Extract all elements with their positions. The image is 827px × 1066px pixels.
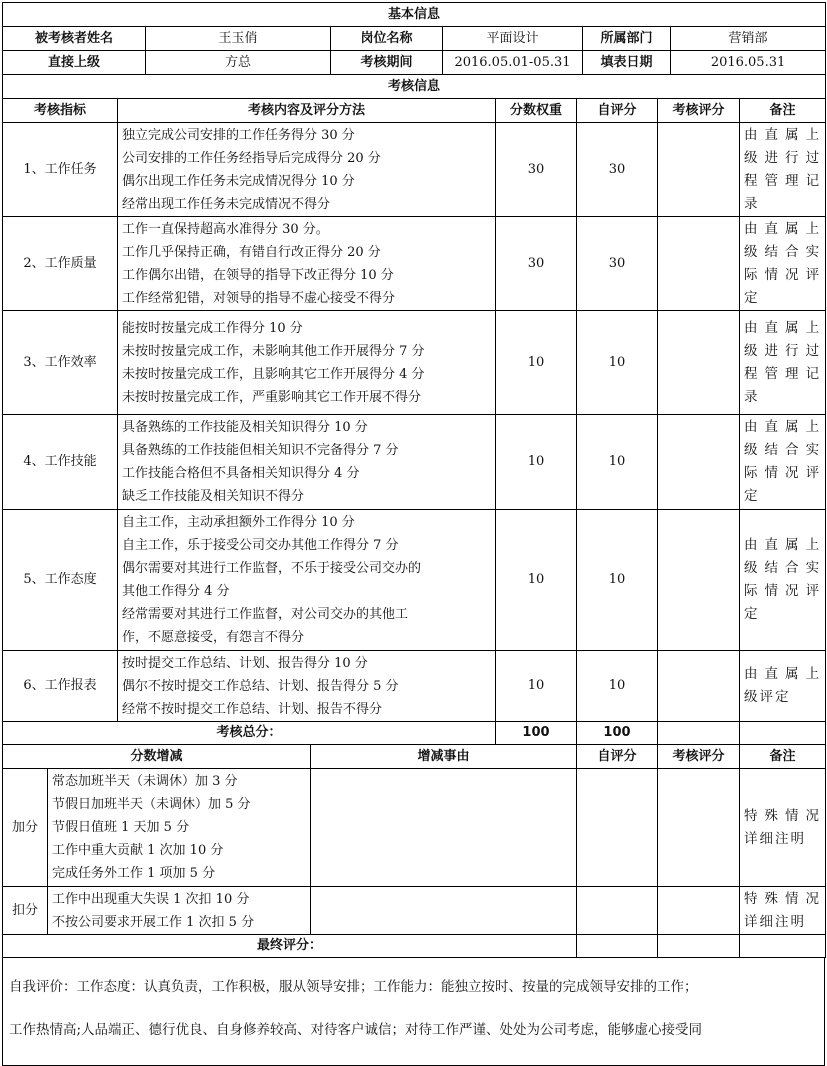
dept-value: 营销部 <box>671 27 826 51</box>
note-cell: 由直属上级结合实际情况评定 <box>740 415 826 510</box>
criteria-line: 经常需要对其进行工作监督，对公司交办的其他工 <box>122 607 409 622</box>
criteria-cell <box>118 311 496 415</box>
assessment-row <box>3 415 826 510</box>
basic-info-title: 基本信息 <box>3 3 826 27</box>
self-eval-line: 自我评价：工作态度：认真负责，工作积极，服从领导安排；工作能力：能独立按时、按量的完成领导安排的工作； <box>9 979 698 995</box>
basic-info-table <box>2 2 826 75</box>
deduct-reason-cell[interactable] <box>311 887 577 935</box>
assessment-title: 考核信息 <box>3 75 826 99</box>
total-label: 考核总分： <box>3 722 496 745</box>
period-value: 2016.05.01-05.31 <box>443 51 583 75</box>
add-item: 工作中重大贡献 1 次加 10 分 <box>52 843 224 858</box>
review-score-cell[interactable] <box>658 510 740 651</box>
deduct-review-score-cell[interactable] <box>658 887 740 935</box>
adjust-header-note: 备注 <box>740 745 826 769</box>
criteria-line: 能按时按量完成工作得分 10 分 <box>122 320 303 336</box>
period-label: 考核期间 <box>331 51 443 75</box>
note-cell: 由直属上级评定 <box>740 651 826 722</box>
criteria-line: 未按时按量完成工作，严重影响其它工作开展不得分 <box>122 389 422 405</box>
assessment-row <box>3 311 826 415</box>
criteria-line: 工作一直保持超高水准得分 30 分。 <box>122 221 329 237</box>
weight-cell: 10 <box>496 311 577 415</box>
criteria-line: 具备熟练的工作技能及相关知识得分 10 分 <box>122 420 368 435</box>
deduct-note: 特殊情况详细注明 <box>740 887 826 935</box>
add-item: 常态加班半天（未调休）加 3 分 <box>52 774 238 789</box>
supervisor-value: 方总 <box>146 51 331 75</box>
criteria-line: 按时提交工作总结、计划、报告得分 10 分 <box>122 655 368 671</box>
total-note <box>740 722 826 745</box>
criteria-line: 公司安排的工作任务经指导后完成得分 20 分 <box>122 150 381 166</box>
assessment-row <box>3 651 826 722</box>
review-score-cell[interactable] <box>658 651 740 722</box>
add-self-score-cell[interactable] <box>577 769 658 887</box>
self-score-cell[interactable]: 30 <box>577 217 658 311</box>
self-score-cell[interactable]: 10 <box>577 415 658 510</box>
add-item: 节假日加班半天（未调休）加 5 分 <box>52 797 251 812</box>
criteria-line: 缺乏工作技能及相关知识不得分 <box>122 489 305 504</box>
add-item: 节假日值班 1 天加 5 分 <box>52 820 190 835</box>
position-value: 平面设计 <box>443 27 583 51</box>
header-review-score: 考核评分 <box>658 99 740 123</box>
note-cell: 由直属上级进行过程管理记录 <box>740 123 826 217</box>
criteria-line: 经常出现工作任务未完成情况不得分 <box>122 196 331 212</box>
adjustment-table <box>2 744 826 958</box>
add-review-score-cell[interactable] <box>658 769 740 887</box>
supervisor-label: 直接上级 <box>3 51 146 75</box>
criteria-line: 独立完成公司安排的工作任务得分 30 分 <box>122 127 355 143</box>
deduct-item: 工作中出现重大失误 1 次扣 10 分 <box>52 891 250 907</box>
self-eval-line: 工作热情高;人品端正、德行优良、自身修养较高、对待客户诚信；对待工作严谨、处处为公司考虑，能够虚心接受同 <box>9 1022 703 1038</box>
deduct-label: 扣分 <box>3 887 48 935</box>
total-self-score: 100 <box>577 722 658 745</box>
self-evaluation <box>2 958 825 1066</box>
final-self-score-cell[interactable] <box>577 935 658 958</box>
criteria-line: 工作技能合格但不具备相关知识得分 4 分 <box>122 466 360 481</box>
criteria-cell <box>118 217 496 311</box>
adjust-header-change: 分数增减 <box>3 745 311 769</box>
add-label: 加分 <box>3 769 48 887</box>
criteria-line: 工作几乎保持正确，有错自行改正得分 20 分 <box>122 244 381 260</box>
self-score-cell[interactable]: 10 <box>577 651 658 722</box>
criteria-line: 自主工作，乐于接受公司交办其他工作得分 7 分 <box>122 538 399 553</box>
add-item: 完成任务外工作 1 项加 5 分 <box>52 866 216 881</box>
indicator-cell: 3、工作效率 <box>3 311 118 415</box>
criteria-line: 经常不按时提交工作总结、计划、报告不得分 <box>122 701 383 717</box>
indicator-cell: 5、工作态度 <box>3 510 118 651</box>
weight-cell: 30 <box>496 217 577 311</box>
final-review-score-cell[interactable] <box>658 935 740 958</box>
self-score-cell[interactable]: 10 <box>577 510 658 651</box>
review-score-cell[interactable] <box>658 217 740 311</box>
note-cell: 由直属上级结合实际情况评定 <box>740 217 826 311</box>
review-score-cell[interactable] <box>658 123 740 217</box>
header-weight: 分数权重 <box>496 99 577 123</box>
add-note: 特殊情况详细注明 <box>740 769 826 887</box>
review-score-cell[interactable] <box>658 311 740 415</box>
criteria-cell <box>118 651 496 722</box>
criteria-line: 工作经常犯错，对领导的指导不虚心接受不得分 <box>122 290 396 306</box>
criteria-cell <box>118 510 496 651</box>
note-cell: 由直属上级结合实际情况评定 <box>740 510 826 651</box>
criteria-line: 偶尔不按时提交工作总结、计划、报告得分 5 分 <box>122 678 399 694</box>
adjust-header-reason: 增减事由 <box>311 745 577 769</box>
indicator-cell: 2、工作质量 <box>3 217 118 311</box>
criteria-line: 工作偶尔出错，在领导的指导下改正得分 10 分 <box>122 267 394 283</box>
final-note-cell <box>740 935 826 958</box>
criteria-line: 自主工作，主动承担额外工作得分 10 分 <box>122 515 355 530</box>
fill-date-value: 2016.05.31 <box>671 51 826 75</box>
weight-cell: 30 <box>496 123 577 217</box>
deduct-self-score-cell[interactable] <box>577 887 658 935</box>
header-criteria: 考核内容及评分方法 <box>118 99 496 123</box>
assessment-row <box>3 510 826 651</box>
criteria-line: 偶尔出现工作任务未完成情况得分 10 分 <box>122 173 355 189</box>
assessment-row <box>3 123 826 217</box>
deduct-item: 不按公司要求开展工作 1 次扣 5 分 <box>52 914 255 930</box>
criteria-line: 未按时按量完成工作，且影响其它工作开展得分 4 分 <box>122 366 425 382</box>
total-review-score <box>658 722 740 745</box>
dept-label: 所属部门 <box>583 27 671 51</box>
self-score-cell[interactable]: 30 <box>577 123 658 217</box>
weight-cell: 10 <box>496 415 577 510</box>
indicator-cell: 1、工作任务 <box>3 123 118 217</box>
position-label: 岗位名称 <box>331 27 443 51</box>
criteria-cell <box>118 415 496 510</box>
indicator-cell: 4、工作技能 <box>3 415 118 510</box>
assessment-form <box>2 2 825 1066</box>
indicator-cell: 6、工作报表 <box>3 651 118 722</box>
review-score-cell[interactable] <box>658 415 740 510</box>
note-cell: 由直属上级进行过程管理记录 <box>740 311 826 415</box>
header-note: 备注 <box>740 99 826 123</box>
add-items <box>48 769 311 887</box>
fill-date-label: 填表日期 <box>583 51 671 75</box>
total-weight: 100 <box>496 722 577 745</box>
assessment-table <box>2 74 826 745</box>
header-indicator: 考核指标 <box>3 99 118 123</box>
criteria-line: 作，不愿意接受，有怨言不得分 <box>122 630 305 645</box>
criteria-line: 其他工作得分 4 分 <box>122 584 230 599</box>
weight-cell: 10 <box>496 651 577 722</box>
add-reason-cell[interactable] <box>311 769 577 887</box>
deduct-items <box>48 887 311 935</box>
adjust-header-self-score: 自评分 <box>577 745 658 769</box>
assessment-row <box>3 217 826 311</box>
adjust-header-review-score: 考核评分 <box>658 745 740 769</box>
criteria-line: 未按时按量完成工作，未影响其他工作开展得分 7 分 <box>122 343 425 359</box>
self-score-cell[interactable]: 10 <box>577 311 658 415</box>
final-score-label: 最终评分： <box>3 935 577 958</box>
criteria-cell <box>118 123 496 217</box>
name-label: 被考核者姓名 <box>3 27 146 51</box>
header-self-score: 自评分 <box>577 99 658 123</box>
criteria-line: 具备熟练的工作技能但相关知识不完备得分 7 分 <box>122 443 399 458</box>
criteria-line: 偶尔需要对其进行工作监督，不乐于接受公司交办的 <box>122 561 422 576</box>
weight-cell: 10 <box>496 510 577 651</box>
name-value: 王玉俏 <box>146 27 331 51</box>
